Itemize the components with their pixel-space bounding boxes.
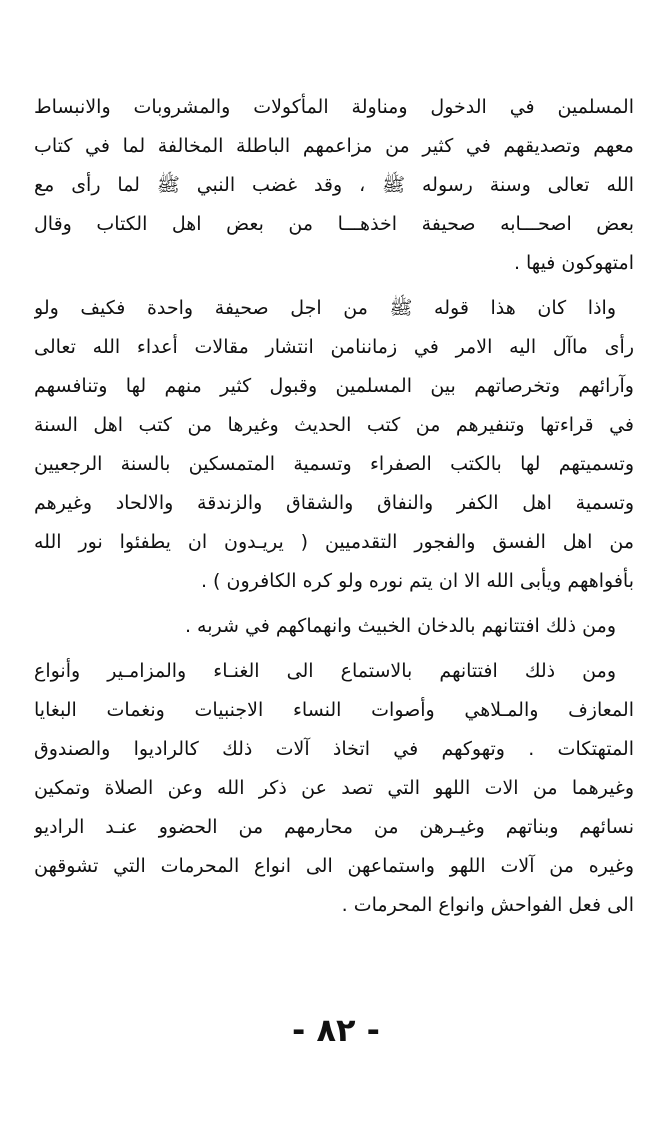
- paragraph-3: [34, 607, 634, 646]
- text-line: نسائهم وبناتهم وغيـرهن من محارمهم من الحضوو عنـد الراديو: [34, 816, 634, 838]
- text-line: وتسمية اهل الكفر والنفاق والشقاق والزندقة والالحاد وغيرهم: [34, 492, 634, 514]
- text-line: معهم وتصديقهم في كثير من مزاعمهم الباطلة المخالفة لما في كتاب: [34, 135, 634, 157]
- text-line: امتهوكون فيها .: [513, 252, 634, 274]
- body-text: [34, 88, 634, 925]
- paragraph-1: [34, 88, 634, 283]
- text-line: من اهل الفسق والفجور التقدميين ( يريـدون ان يطفئوا نور الله: [34, 531, 634, 553]
- text-line: في قراءتها وتنفيرهم من كتب الحديث وغيرها من كتب اهل السنة: [34, 414, 634, 436]
- text-line: الله تعالى وسنة رسوله ﷺ ، وقد غضب النبي ﷺ لما رأى مع: [34, 174, 634, 196]
- text-line: الى فعل الفواحش وانواع المحرمات .: [341, 894, 634, 916]
- text-line: المسلمين في الدخول ومناولة المأكولات والمشروبات والانبساط: [34, 96, 634, 118]
- page-number: - ٨٢ -: [292, 1011, 380, 1049]
- paragraph-2: [34, 289, 634, 601]
- text-line: وآرائهم وتخرصاتهم بين المسلمين وقبول كثير منهم لها وتنافسهم: [34, 375, 634, 397]
- paragraph-4: [34, 652, 634, 925]
- text-line: ومن ذلك افتتانهم بالاستماع الى الغنـاء والمزامـير وأنواع: [34, 660, 616, 682]
- text-line: واذا كان هذا قوله ﷺ من اجل صحيفة واحدة فكيف ولو: [34, 297, 616, 319]
- text-line: وغيرهما من الات اللهو التي تصد عن ذكر الله وعن الصلاة وتمكين: [34, 777, 634, 799]
- text-line: وتسميتهم لها بالكتب الصفراء وتسمية المتمسكين بالسنة الرجعيين: [34, 453, 634, 475]
- text-line: رأى ماآل اليه الامر في زماننامن انتشار مقالات أعداء الله تعالى: [34, 336, 634, 358]
- text-line: وغيره من آلات اللهو واستماعهن الى انواع المحرمات التي تشوقهن: [34, 855, 634, 877]
- text-line: ومن ذلك افتتانهم بالدخان الخبيث وانهماكهم في شربه .: [184, 615, 616, 637]
- text-line: المعازف والمـلاهي وأصوات النساء الاجنبيات ونغمات البغايا: [34, 699, 634, 721]
- text-line: بعض اصحـــابه صحيفة اخذهـــا من بعض اهل الكتاب وقال: [34, 213, 634, 235]
- text-line: بأفواههم ويأبى الله الا ان يتم نوره ولو كره الكافرون ) .: [200, 570, 634, 592]
- text-line: المتهتكات . وتهوكهم في اتخاذ آلات ذلك كالراديوا والصندوق: [34, 738, 634, 760]
